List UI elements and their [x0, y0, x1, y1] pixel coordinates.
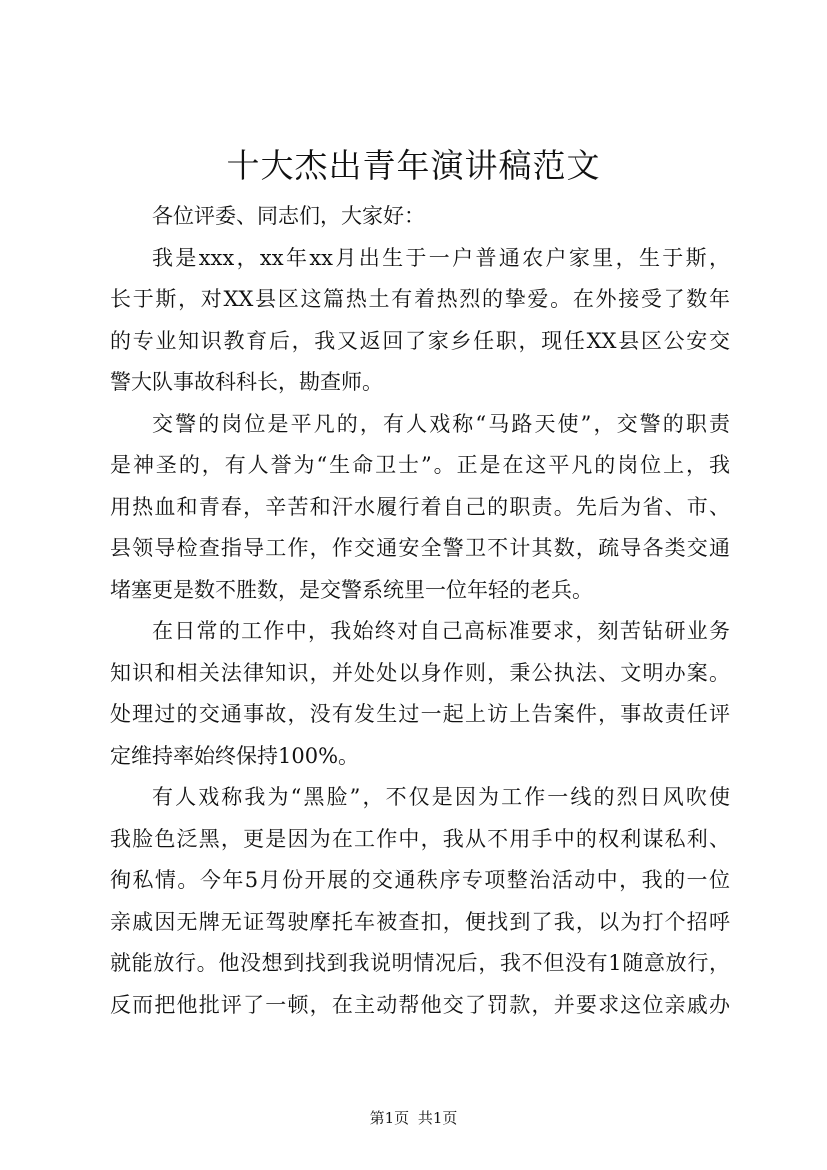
page-footer: [0, 1108, 827, 1128]
text-line: 定维持率始终保持100%。: [110, 743, 360, 768]
text-line: 徇私情。今年5月份开展的交通秩序专项整治活动中，我的一位: [110, 868, 730, 892]
text-line: 的专业知识教育后，我又返回了家乡任职，现任XX县区公安交: [110, 328, 730, 353]
text-line: 处理过的交通事故，没有发生过一起上访上告案件，事故责任评: [110, 702, 730, 726]
text-line: 警大队事故科科长，勘查师。: [110, 370, 383, 394]
text-line: 有人戏称我为“黑脸”，不仅是因为工作一线的烈日风吹使: [152, 785, 730, 809]
text-line: 用热血和青春，辛苦和汗水履行着自己的职责。先后为省、市、: [110, 494, 730, 519]
text-line: 各位评委、同志们，大家好：: [152, 204, 425, 228]
text-line: 是神圣的，有人誉为“生命卫士”。正是在这平凡的岗位上，我: [110, 453, 730, 477]
text-line: 就能放行。他没想到找到我说明情况后，我不但没有1随意放行，: [110, 951, 730, 975]
text-line: 我脸色泛黑，更是因为在工作中，我从不用手中的权利谋私利、: [110, 826, 730, 851]
text-line: 在日常的工作中，我始终对自己高标准要求，刻苦钻研业务: [152, 619, 730, 643]
text-line: 知识和相关法律知识，并处处以身作则，秉公执法、文明办案。: [110, 660, 730, 685]
text-line: 亲戚因无牌无证驾驶摩托车被查扣，便找到了我，以为打个招呼: [110, 909, 730, 934]
page-title: 十大杰出青年演讲稿范文: [226, 146, 601, 185]
page-total: 共1页: [417, 1109, 458, 1127]
text-line: 反而把他批评了一顿，在主动帮他交了罚款，并要求这位亲戚办: [110, 992, 730, 1017]
page-number: 第1页: [369, 1109, 410, 1127]
text-line: 县领导检查指导工作，作交通安全警卫不计其数，疏导各类交通: [110, 536, 730, 560]
text-line: 长于斯，对XX县区这篇热土有着热烈的挚爱。在外接受了数年: [110, 287, 730, 311]
document-body: [110, 196, 730, 1026]
text-line: 堵塞更是数不胜数，是交警系统里一位年轻的老兵。: [110, 577, 593, 602]
text-line: 交警的岗位是平凡的，有人戏称“马路天使”，交警的职责: [152, 411, 730, 436]
text-line: 我是xxx，xx年xx月出生于一户普通农户家里，生于斯，: [152, 245, 730, 270]
